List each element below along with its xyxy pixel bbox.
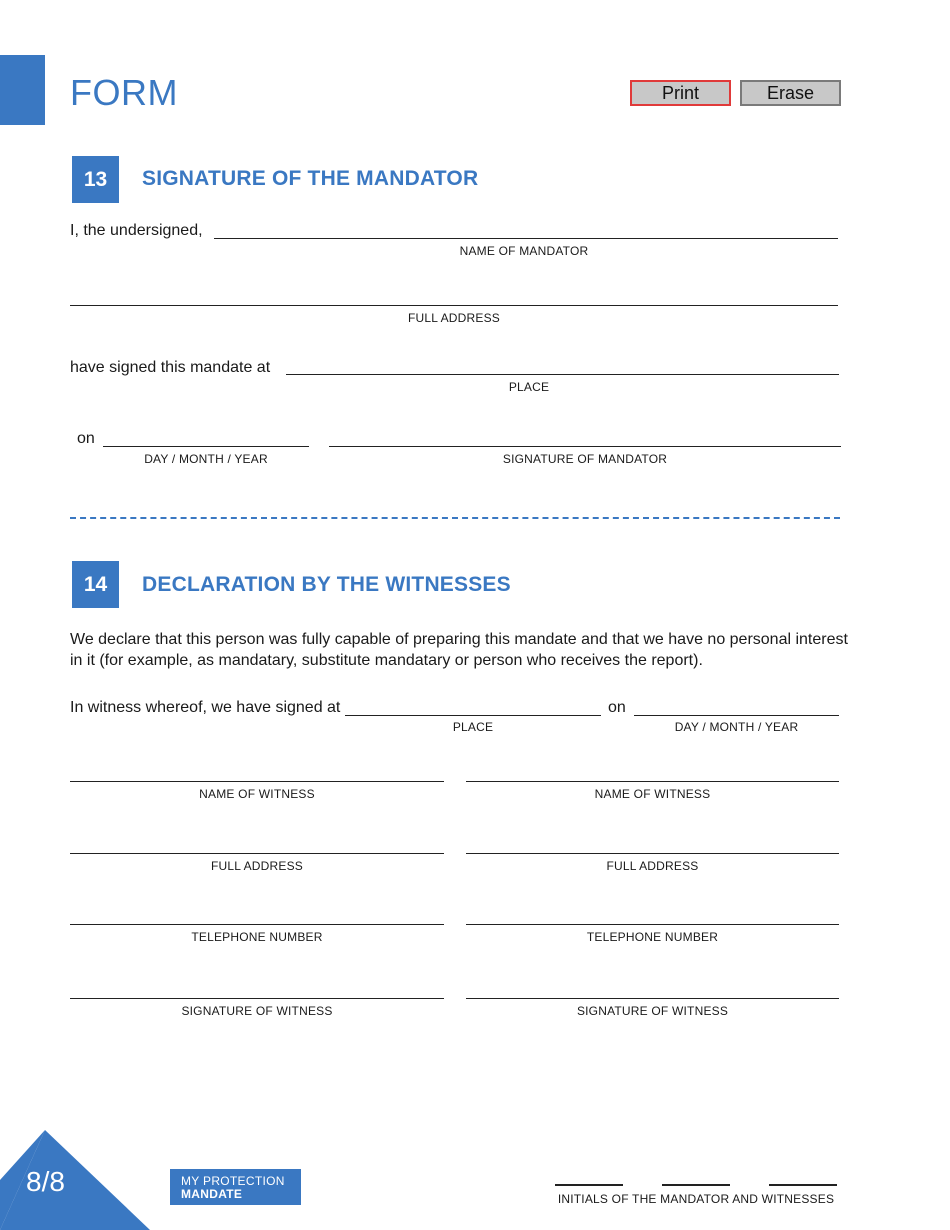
witness1-address-label: FULL ADDRESS	[211, 859, 303, 873]
initials-field-3[interactable]	[769, 1184, 837, 1186]
witness2-address-label: FULL ADDRESS	[606, 859, 699, 873]
erase-button[interactable]: Erase	[740, 80, 841, 106]
section-14-number: 14	[72, 561, 119, 608]
witness1-address-field[interactable]	[70, 853, 444, 854]
witness-date-field[interactable]	[634, 715, 839, 716]
page-number: 8/8	[26, 1166, 65, 1197]
mandator-place-label: PLACE	[508, 380, 550, 394]
mandator-address-field[interactable]	[70, 305, 838, 306]
witness1-phone-label: TELEPHONE NUMBER	[191, 930, 323, 944]
witness-on-text: on	[608, 699, 626, 716]
mandator-signature-label: SIGNATURE OF MANDATOR	[502, 452, 668, 466]
print-button[interactable]: Print	[630, 80, 731, 106]
mandator-name-label: NAME OF MANDATOR	[459, 244, 589, 258]
section-13-title: SIGNATURE OF THE MANDATOR	[142, 167, 479, 190]
logo-line1: MY PROTECTION	[181, 1174, 285, 1188]
mandator-place-field[interactable]	[286, 374, 839, 375]
witness1-signature-label: SIGNATURE OF WITNESS	[181, 1004, 333, 1018]
brand-logo	[170, 1169, 301, 1205]
witness1-signature-field[interactable]	[70, 998, 444, 999]
witness-signed-at-text: In witness whereof, we have signed at	[70, 699, 341, 716]
witness2-phone-field[interactable]	[466, 924, 839, 925]
witness-place-field[interactable]	[345, 715, 601, 716]
section-divider	[70, 517, 840, 519]
witness1-phone-field[interactable]	[70, 924, 444, 925]
mandator-address-label: FULL ADDRESS	[408, 311, 500, 325]
witness2-address-field[interactable]	[466, 853, 839, 854]
signed-at-text: have signed this mandate at	[70, 359, 271, 376]
mandator-date-field[interactable]	[103, 446, 309, 447]
witness-date-label: DAY / MONTH / YEAR	[674, 720, 799, 734]
mandator-name-field[interactable]	[214, 238, 838, 239]
mandator-signature-field[interactable]	[329, 446, 841, 447]
witness-declaration-text: We declare that this person was fully capable of preparing this mandate and that we have no personal interest in it (for example, as mandatary, substitute mandatary or person who receives the report).	[70, 631, 848, 669]
witness2-name-label: NAME OF WITNESS	[594, 787, 711, 801]
section-13-number: 13	[72, 156, 119, 203]
witness-place-label: PLACE	[452, 720, 494, 734]
initials-field-2[interactable]	[662, 1184, 730, 1186]
witness2-signature-field[interactable]	[466, 998, 839, 999]
witness1-name-field[interactable]	[70, 781, 444, 782]
on-text: on	[77, 430, 95, 447]
witness2-signature-label: SIGNATURE OF WITNESS	[576, 1004, 729, 1018]
witness1-name-label: NAME OF WITNESS	[199, 787, 315, 801]
side-tab-marker	[0, 55, 45, 125]
page-corner-triangle	[0, 1130, 150, 1230]
section-14-title: DECLARATION BY THE WITNESSES	[142, 573, 511, 596]
witness2-name-field[interactable]	[466, 781, 839, 782]
witness2-phone-label: TELEPHONE NUMBER	[586, 930, 719, 944]
logo-line2: MANDATE	[181, 1187, 243, 1201]
initials-field-1[interactable]	[555, 1184, 623, 1186]
page-title: FORM	[70, 72, 178, 113]
undersigned-text: I, the undersigned,	[70, 222, 203, 239]
mandator-date-label: DAY / MONTH / YEAR	[144, 452, 268, 466]
initials-label: INITIALS OF THE MANDATOR AND WITNESSES	[557, 1192, 835, 1206]
